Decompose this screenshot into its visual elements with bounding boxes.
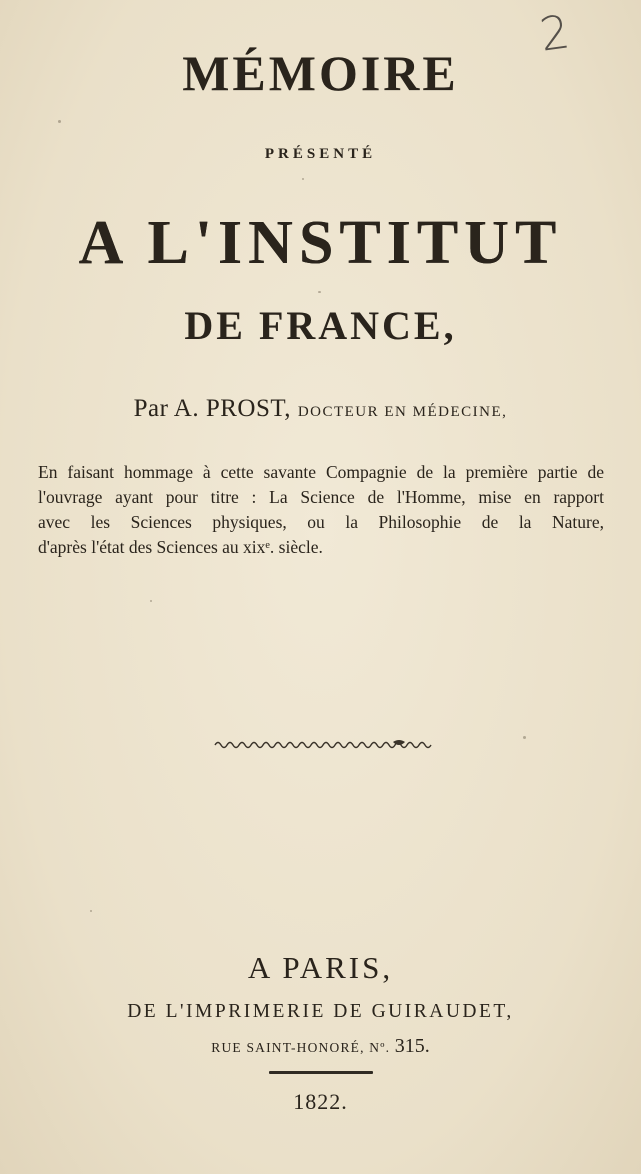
author-par: Par [133, 395, 169, 422]
publication-year: 1822. [293, 1089, 348, 1114]
paragraph-line: avec les Sciences physiques, ou la Philosophie de la Nature, [38, 512, 604, 532]
ornamental-divider-icon [213, 738, 435, 752]
paper-speck [58, 120, 61, 123]
paper-speck [318, 291, 321, 293]
presente-label: PRÉSENTÉ [264, 146, 377, 162]
paper-speck [90, 910, 92, 912]
paper-speck [523, 736, 526, 739]
paper-speck [150, 600, 152, 602]
imprint-street-text: RUE SAINT-HONORÉ, Nº. [211, 1040, 391, 1055]
paper-speck [302, 178, 304, 180]
imprint-city: A PARIS, [247, 950, 394, 985]
imprint-street [0, 1035, 641, 1058]
page-title: MÉMOIRE [182, 45, 459, 101]
paragraph-line: d'après l'état des Sciences au xixᵉ. siècle. [38, 537, 323, 557]
paragraph-line: l'ouvrage ayant pour titre : La Science de l'Homme, mise en rapport [38, 487, 604, 507]
dedication-paragraph [38, 460, 604, 560]
divider-rule [269, 1071, 373, 1074]
author-qualification: DOCTEUR EN MÉDECINE, [297, 404, 508, 420]
handwritten-shelf-mark: 2 [536, 4, 573, 62]
paragraph-line: En faisant hommage à cette savante Compagnie de la première partie de [38, 462, 604, 482]
imprint-printer: DE L'IMPRIMERIE DE GUIRAUDET, [127, 1001, 514, 1022]
author-name: A. PROST, [173, 395, 292, 422]
france-heading: DE FRANCE, [184, 303, 457, 348]
author-line [0, 395, 641, 423]
imprint-street-number: 315. [394, 1035, 430, 1057]
institut-heading: A L'INSTITUT [78, 209, 563, 277]
